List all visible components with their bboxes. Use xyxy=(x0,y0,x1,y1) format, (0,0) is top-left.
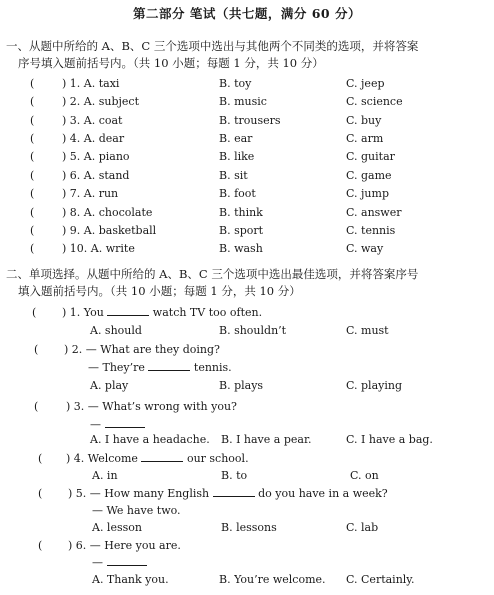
option-c: C. playing xyxy=(346,379,402,392)
option-b: B. like xyxy=(219,150,255,163)
option-c: C. science xyxy=(346,95,403,108)
answer-paren[interactable]: ( xyxy=(32,306,37,319)
question-text: our school. xyxy=(186,452,249,465)
page-title: 第二部分 笔试（共七题，满分 60 分） xyxy=(133,6,361,21)
answer-paren[interactable]: ( xyxy=(30,206,35,219)
answer-paren[interactable]: ( xyxy=(34,400,39,413)
option-b: B. wash xyxy=(219,242,263,255)
option-a: A. should xyxy=(90,324,142,337)
answer-paren[interactable]: ( xyxy=(30,242,35,255)
question-stem xyxy=(68,487,388,500)
option-a: ) 6. A. stand xyxy=(62,169,130,182)
option-c: C. buy xyxy=(346,114,382,127)
answer-blank[interactable] xyxy=(107,556,147,566)
option-c: C. jeep xyxy=(346,77,385,90)
option-c: C. guitar xyxy=(346,150,395,163)
option-b: B. sport xyxy=(219,224,264,237)
option-b: B. sit xyxy=(219,169,248,182)
option-a: ) 9. A. basketball xyxy=(62,224,157,237)
question-number: ) 5. — How many English xyxy=(68,487,210,500)
part2-q3-stem xyxy=(0,400,494,418)
answer-paren[interactable]: ( xyxy=(30,114,35,127)
part2-heading-line2: 填入题前括号内。（共 10 小题；每题 1 分，共 10 分） xyxy=(18,284,301,298)
answer-paren[interactable]: ( xyxy=(38,452,43,465)
option-b: B. trousers xyxy=(219,114,281,127)
option-c: C. I have a bag. xyxy=(346,433,433,446)
answer-paren[interactable]: ( xyxy=(34,343,39,356)
option-a: ) 1. A. taxi xyxy=(62,77,120,90)
part1-heading-line1: 一、从题中所给的 A、B、C 三个选项中选出与其他两个不同类的选项，并将答案 xyxy=(6,39,419,53)
option-a: ) 4. A. dear xyxy=(62,132,125,145)
part1-heading xyxy=(6,38,466,72)
answer-blank[interactable] xyxy=(148,361,190,371)
option-c: C. Certainly. xyxy=(346,573,415,586)
part2-q2-options xyxy=(0,379,494,397)
part2-q2-line2 xyxy=(0,361,494,379)
response-line xyxy=(88,361,232,374)
response-text-end: tennis. xyxy=(193,361,232,374)
question-text: watch TV too often. xyxy=(152,306,263,319)
part2-q3-options xyxy=(0,433,494,451)
part1-row-5 xyxy=(0,150,494,168)
question-text: do you have in a week? xyxy=(258,487,388,500)
part2-q1-stem xyxy=(0,306,494,324)
part1-row-2 xyxy=(0,95,494,113)
option-a: A. in xyxy=(92,469,118,482)
option-b: B. You’re welcome. xyxy=(219,573,326,586)
answer-paren[interactable]: ( xyxy=(30,187,35,200)
answer-paren[interactable]: ( xyxy=(30,169,35,182)
answer-paren[interactable]: ( xyxy=(30,132,35,145)
response-text: — They’re xyxy=(88,361,145,374)
part2-q4-stem xyxy=(0,452,494,470)
option-a: ) 8. A. chocolate xyxy=(62,206,153,219)
option-a: ) 10. A. write xyxy=(62,242,135,255)
option-a: ) 3. A. coat xyxy=(62,114,123,127)
part2-q5-options xyxy=(0,521,494,539)
response-dash: — xyxy=(92,556,103,569)
option-b: B. music xyxy=(219,95,267,108)
option-b: B. shouldn’t xyxy=(219,324,287,337)
option-a: ) 7. A. run xyxy=(62,187,119,200)
option-a: A. Thank you. xyxy=(92,573,169,586)
response-dash: — xyxy=(90,418,101,431)
option-c: C. tennis xyxy=(346,224,396,237)
option-b: B. plays xyxy=(219,379,264,392)
answer-paren[interactable]: ( xyxy=(38,487,43,500)
answer-paren[interactable]: ( xyxy=(30,77,35,90)
question-number: ) 4. Welcome xyxy=(66,452,138,465)
part2-q6-stem xyxy=(0,539,494,557)
option-a: A. play xyxy=(90,379,129,392)
option-b: B. foot xyxy=(219,187,256,200)
answer-paren[interactable]: ( xyxy=(30,150,35,163)
option-c: C. answer xyxy=(346,206,402,219)
answer-paren[interactable]: ( xyxy=(30,95,35,108)
answer-blank[interactable] xyxy=(213,487,255,497)
option-b: B. toy xyxy=(219,77,252,90)
part2-q1-options xyxy=(0,324,494,342)
option-a: ) 5. A. piano xyxy=(62,150,130,163)
answer-blank[interactable] xyxy=(141,452,183,462)
answer-blank[interactable] xyxy=(107,306,149,316)
part2-q5-line2 xyxy=(0,504,494,522)
option-c: C. on xyxy=(350,469,379,482)
part1-row-4 xyxy=(0,132,494,150)
question-stem xyxy=(62,306,262,319)
part1-row-10 xyxy=(0,242,494,260)
part2-q4-options xyxy=(0,469,494,487)
option-a: ) 2. A. subject xyxy=(62,95,139,108)
answer-blank[interactable] xyxy=(105,418,145,428)
part1-row-1 xyxy=(0,77,494,95)
part2-q5-stem xyxy=(0,487,494,505)
part2-q6-options xyxy=(0,573,494,591)
option-c: C. arm xyxy=(346,132,384,145)
part1-row-9 xyxy=(0,224,494,242)
part1-heading-line2: 序号填入题前括号内。（共 10 小题；每题 1 分，共 10 分） xyxy=(18,56,324,70)
option-b: B. ear xyxy=(219,132,253,145)
question-stem: ) 2. — What are they doing? xyxy=(64,343,220,356)
option-b: B. to xyxy=(221,469,248,482)
option-c: C. game xyxy=(346,169,392,182)
response-line xyxy=(92,556,147,569)
option-c: C. way xyxy=(346,242,384,255)
option-a: A. I have a headache. xyxy=(90,433,210,446)
option-b: B. think xyxy=(219,206,263,219)
part1-row-8 xyxy=(0,206,494,224)
answer-paren[interactable]: ( xyxy=(38,539,43,552)
part1-row-6 xyxy=(0,169,494,187)
answer-paren[interactable]: ( xyxy=(30,224,35,237)
question-stem xyxy=(66,452,249,465)
option-c: C. must xyxy=(346,324,389,337)
question-number: ) 1. You xyxy=(62,306,104,319)
question-stem: ) 3. — What’s wrong with you? xyxy=(66,400,237,413)
option-c: C. jump xyxy=(346,187,389,200)
question-stem: ) 6. — Here you are. xyxy=(68,539,181,552)
part2-heading xyxy=(6,266,466,300)
part2-q2-stem xyxy=(0,343,494,361)
response-line xyxy=(90,418,145,431)
option-a: A. lesson xyxy=(92,521,142,534)
option-b: B. lessons xyxy=(221,521,277,534)
option-c: C. lab xyxy=(346,521,379,534)
part2-heading-line1: 二、单项选择。从题中所给的 A、B、C 三个选项中选出最佳选项，并将答案序号 xyxy=(6,267,419,281)
part1-row-7 xyxy=(0,187,494,205)
part1-row-3 xyxy=(0,114,494,132)
part2-q6-line2 xyxy=(0,556,494,574)
response-text: — We have two. xyxy=(92,504,181,517)
option-b: B. I have a pear. xyxy=(221,433,312,446)
